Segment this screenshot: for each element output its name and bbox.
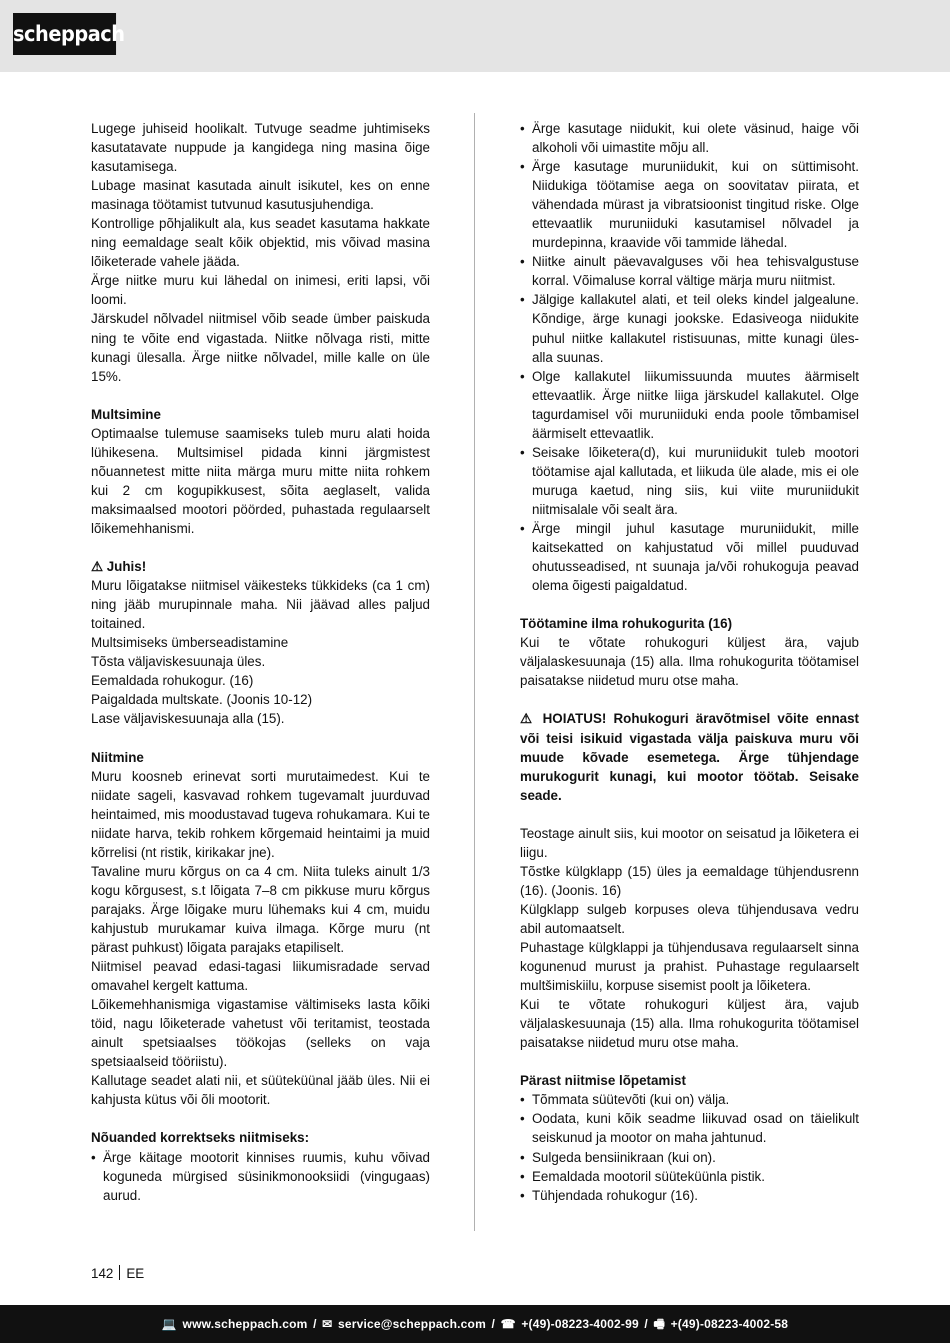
left-column (91, 119, 430, 1205)
list-item: • Ärge mingil juhul kasutage muruniidukit, mille kaitsekatted on kahjustatud või millel puuduvad ohutusseadised, nt suunaja ja/või rohukoguja peavad olema õigesti paigaldatud. (520, 519, 859, 595)
right-column (520, 119, 859, 1205)
bullet-list (91, 1148, 430, 1205)
bullet-list (520, 119, 859, 595)
body-paragraph: Kontrollige põhjalikult ala, kus seadet kasutama hakkate ning eemaldage sealt kõik objektid, mis võivad masina lõiketerade vahele jääda. (91, 216, 430, 270)
body-paragraph: Niitmisel peavad edasi-tagasi liikumisradade servad omavahel kergelt kattuma. (91, 959, 430, 994)
list-item: • Eemaldada mootoril süüteküünla pistik. (520, 1167, 859, 1186)
list-item: • Niitke ainult päevavalguses või hea tehisvalgustuse korral. Võimaluse korral vältige märja muru niitmist. (520, 252, 859, 290)
contact-footer: 💻 www.scheppach.com / ✉ service@scheppach.com / ☎ +(49)-08223-4002-99 / 🖷 +(49)-08223-4002-58 (0, 1305, 950, 1343)
body-paragraph: Kui te võtate rohukoguri küljest ära, vajub väljalaskesuunaja (15) alla. Ilma rohukogurita töötamisel paisatakse niidetud muru otse maha. (520, 635, 859, 689)
paragraph-gap (91, 386, 430, 405)
list-item: • Jälgige kallakutel alati, et teil oleks kindel jalgealune. Kõndige, ärge kunagi jookske. Edasiveoga niidukite puhul niitke kallakutel ristisuunas, mitte kunagi üles-alla suunas. (520, 290, 859, 366)
body-paragraph: Järskudel nõlvadel niitmisel võib seade ümber paiskuda ning te võite end vigastada. Niitke nõlvaga risti, mitte kunagi ülesalla. Ärge niitke nõlvadel, mille kalle on üle 15%. (91, 311, 430, 384)
page-number-separator (119, 1265, 120, 1280)
body-paragraph: Lubage masinat kasutada ainult isikutel, kes on enne masinaga töötamist tutvunud kasutusjuhendiga. (91, 178, 430, 213)
page-number (91, 1265, 144, 1283)
list-item: • Olge kallakutel liikumissuunda muutes äärmiselt ettevaatlik. Ärge niitke liiga järskudel kallakutel. Olge tagurdamisel või muruniiduki enda poole tõmbamisel äärmiselt ettevaatlik. (520, 367, 859, 443)
warning-paragraph: ⚠ HOIATUS! Rohukoguri äravõtmisel võite ennast või teisi isikuid vigastada välja paiskuva muru või muude kõvade esemetega. Ärge tühjendage murukogurit kunagi, kui mootor töötab. Seisake seade. (520, 711, 859, 803)
section-heading: Nõuanded korrektseks niitmiseks: (91, 1130, 310, 1146)
fax-number: +(49)-08223-4002-58 (670, 1317, 789, 1331)
list-item: • Tõmmata süütevõti (kui on) välja. (520, 1090, 859, 1109)
body-paragraph: Külgklapp sulgeb korpuses oleva tühjendusava vedru abil automaatselt. (520, 901, 859, 936)
paragraph-gap (91, 538, 430, 557)
body-paragraph: Lase väljaviskesuunaja alla (15). (91, 711, 285, 727)
body-paragraph: Tõsta väljaviskesuunaja üles. (91, 654, 266, 670)
body-paragraph: Tavaline muru kõrgus on ca 4 cm. Niita tuleks ainult 1/3 kogu kõrgusest, s.t lõigata 7–8 cm pikkuse muru kõrgus parajaks. Ärge lõigake muru lühemaks kui 4 cm, muidu kahjustub murukamar kuiva ilmaga. Kõrge muru (nt pärast puhkust) lõigata parajaks etapiliselt. (91, 863, 430, 956)
body-paragraph: Eemaldada rohukogur. (16) (91, 673, 254, 689)
list-item: • Oodata, kuni kõik seadme liikuvad osad on täielikult seiskunud ja mootor on maha jahtunud. (520, 1109, 859, 1147)
paragraph-gap (520, 805, 859, 824)
page-number-value: 142 (91, 1266, 114, 1281)
section-heading: Pärast niitmise lõpetamist (520, 1073, 686, 1089)
paragraph-gap (520, 1052, 859, 1071)
body-paragraph: Muru lõigatakse niitmisel väikesteks tükkideks (ca 1 cm) ning jääb murupinnale maha. Nii jäävad alles paljud toitained. (91, 578, 430, 632)
body-paragraph: Puhastage külgklappi ja tühjendusava regulaarselt sinna kogunenud murust ja prahist. Puhastage regulaarselt multšimiskiilu, korpuse sisemist poolt ja lõiketera. (520, 940, 859, 994)
body-paragraph: Kallutage seadet alati nii, et süüteküünal jääb üles. Nii ei kahjusta kütus või õli mootorit. (91, 1073, 430, 1108)
body-paragraph: Optimaalse tulemuse saamiseks tuleb muru alati hoida lühikesena. Multsimisel pidada kinni järgmistest nõuannetest mitte niita märga muru mitte niita rohkem kui 2 cm kogupikkusest, sõita aeglaselt, valida maksimaalsed mootori pöörded, puhastada regulaarselt lõikemehhanismi. (91, 425, 430, 536)
list-item: • Sulgeda bensiinikraan (kui on). (520, 1148, 859, 1167)
body-paragraph: Lugege juhiseid hoolikalt. Tutvuge seadme juhtimiseks kasutatavate nuppude ja kangidega ning masina õige kasutamisega. (91, 121, 430, 175)
body-paragraph: Multsimiseks ümberseadistamine (91, 635, 289, 651)
section-heading: Töötamine ilma rohukogurita (16) (520, 616, 733, 632)
body-paragraph: Ärge niitke muru kui lähedal on inimesi, eriti lapsi, või loomi. (91, 273, 430, 308)
phone-number: +(49)-08223-4002-99 (521, 1317, 639, 1331)
column-divider (474, 113, 475, 1231)
body-paragraph: Paigaldada multskate. (Joonis 10-12) (91, 692, 313, 708)
paragraph-gap (91, 1109, 430, 1128)
list-item: • Ärge kasutage muruniidukit, kui on süttimisoht. Niidukiga töötamise aega on soovitatav piirata, et vähendada mürast ja vibratsioonist tingitud riske. Olge ettevaatlik muruniiduki kasutamisel nõlvadel ja murdepinna, kraavide või tammide lähedal. (520, 157, 859, 252)
body-paragraph: Tõstke külgklapp (15) üles ja eemaldage tühjendusrenn (16). (Joonis. 16) (520, 863, 859, 898)
fax-icon: 🖷 (653, 1317, 666, 1331)
body-paragraph: Lõikemehhanismiga vigastamise vältimiseks lasta kõiki töid, nagu lõiketerade vahetust või teritamist, teostada ainult spetsiaalses töökojas (selleks on vaja spetsiaalseid tööriistu). (91, 997, 430, 1070)
paragraph-gap (520, 690, 859, 709)
paragraph-gap (91, 729, 430, 748)
email-link[interactable]: service@scheppach.com (337, 1317, 486, 1331)
section-heading: Niitmine (91, 749, 144, 765)
list-item: • Seisake lõiketera(d), kui muruniidukit tuleb mootori töötamise ajal kallutada, et liikuda üle alade, mis ei ole muruga kaetud, ning siis, kui viite muruniidukit niitmisalale või sealt ära. (520, 443, 859, 519)
list-item: • Ärge käitage mootorit kinnises ruumis, kuhu võivad koguneda mürgised süsinikmonooksiidi (vingugaas) aurud. (91, 1148, 430, 1205)
section-heading: ⚠ Juhis! (91, 559, 147, 575)
body-paragraph: Kui te võtate rohukoguri küljest ära, vajub väljalaskesuunaja (15) alla. Ilma rohukogurita töötamisel paisatakse niidetud muru otse maha. (520, 997, 859, 1051)
list-item: • Tühjendada rohukogur (16). (520, 1186, 859, 1205)
phone-icon: ☎ (500, 1317, 516, 1331)
list-item: • Ärge kasutage niidukit, kui olete väsinud, haige või alkoholi või uimastite mõju all. (520, 119, 859, 157)
page-header (0, 0, 950, 72)
scheppach-logo: scheppach (13, 13, 116, 55)
bullet-list (520, 1090, 859, 1204)
section-heading: Multsimine (91, 406, 161, 422)
website-link[interactable]: www.scheppach.com (182, 1317, 308, 1331)
body-paragraph: Teostage ainult siis, kui mootor on seisatud ja lõiketera ei liigu. (520, 825, 859, 860)
mail-icon: ✉ (322, 1317, 333, 1331)
language-code: EE (126, 1266, 145, 1281)
body-paragraph: Muru koosneb erinevat sorti murutaimedest. Kui te niidate sageli, kasvavad rohkem tugevamalt juurduvad heintaimed, mis moodustavad tugeva rohukamara. Kui te niidate harva, tekib rohkem kõrgemaid heintaimi ja muid kõrrelisi (nt ristik, kirikakar jne). (91, 768, 430, 860)
computer-icon: 💻 (161, 1317, 177, 1331)
paragraph-gap (520, 595, 859, 614)
